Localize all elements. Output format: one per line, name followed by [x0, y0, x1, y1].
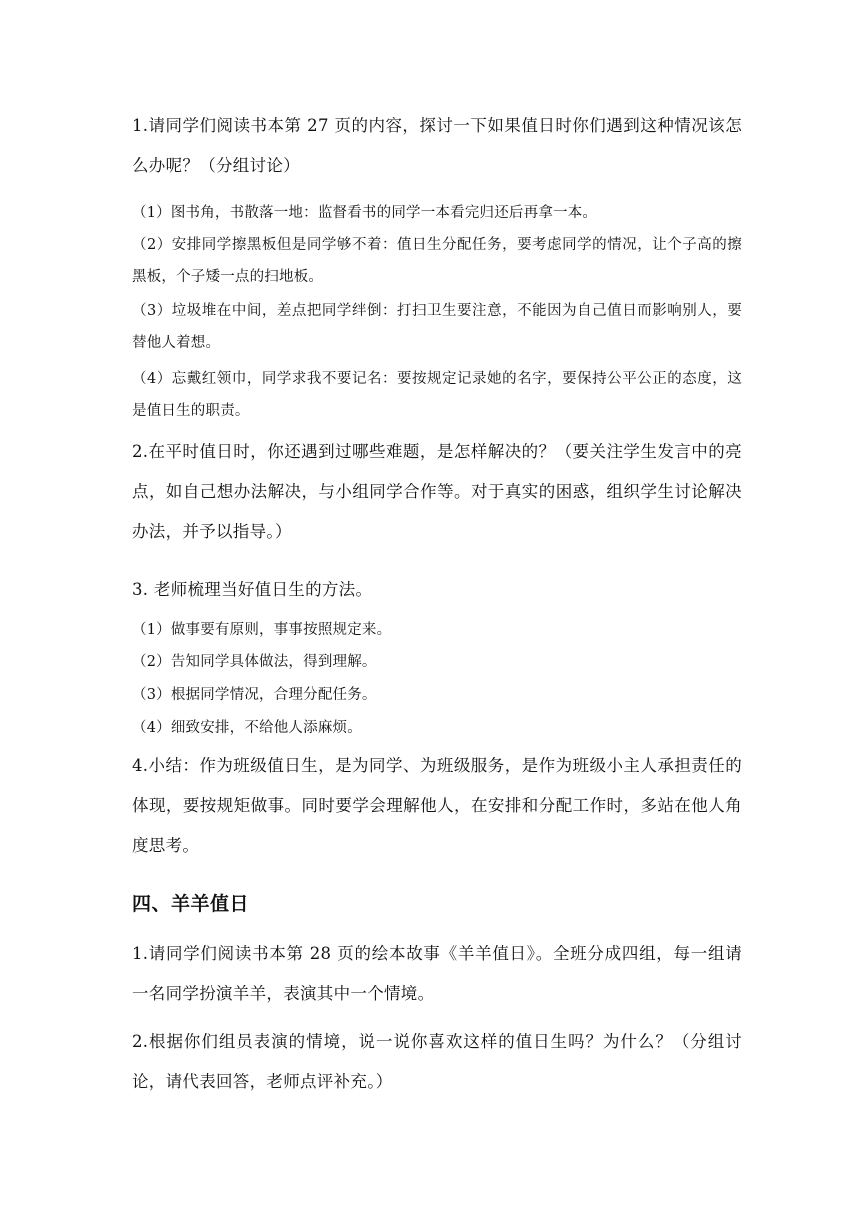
question-3: 3. 老师梳理当好值日生的方法。 [132, 580, 373, 599]
section4-question-2: 2.根据你们组员表演的情境，说一说你喜欢这样的值日生吗？为什么？（分组讨论，请代表回答，老师点评补充。） [132, 1032, 742, 1091]
question-3-item-4: （4）细致安排，不给他人添麻烦。 [132, 720, 362, 736]
question-1-item-2: （2）安排同学擦黑板但是同学够不着：值日生分配任务，要考虑同学的情况，让个子高的擦黑板，个子矮一点的扫地板。 [132, 237, 742, 285]
section-heading: 四、羊羊值日 [132, 893, 250, 915]
question-1-item-1: （1）图书角，书散落一地：监督看书的同学一本看完归还后再拿一本。 [132, 205, 598, 221]
question-1-item-3: （3）垃圾堆在中间，差点把同学绊倒：打扫卫生要注意，不能因为自己值日而影响别人，要替他人着想。 [132, 303, 742, 351]
section4-question-1: 1.请同学们阅读书本第 28 页的绘本故事《羊羊值日》。全班分成四组，每一组请一名同学扮演羊羊，表演其中一个情境。 [132, 944, 742, 1003]
question-1-item-4: （4）忘戴红领巾，同学求我不要记名：要按规定记录她的名字，要保持公平公正的态度，这是值日生的职责。 [132, 371, 742, 419]
question-1: 1.请同学们阅读书本第 27 页的内容，探讨一下如果值日时你们遇到这种情况该怎么办呢？（分组讨论） [132, 116, 742, 175]
question-3-item-1: （1）做事要有原则，事事按照规定来。 [132, 622, 392, 638]
question-2: 2.在平时值日时，你还遇到过哪些难题，是怎样解决的？（要关注学生发言中的亮点，如自己想办法解决，与小组同学合作等。对于真实的困惑，组织学生讨论解决办法，并予以指导。） [132, 442, 742, 541]
summary: 4.小结：作为班级值日生，是为同学、为班级服务，是作为班级小主人承担责任的体现，要按规矩做事。同时要学会理解他人，在安排和分配工作时，多站在他人角度思考。 [132, 756, 742, 855]
question-3-item-3: （3）根据同学情况，合理分配任务。 [132, 687, 377, 703]
question-3-item-2: （2）告知同学具体做法，得到理解。 [132, 654, 377, 670]
